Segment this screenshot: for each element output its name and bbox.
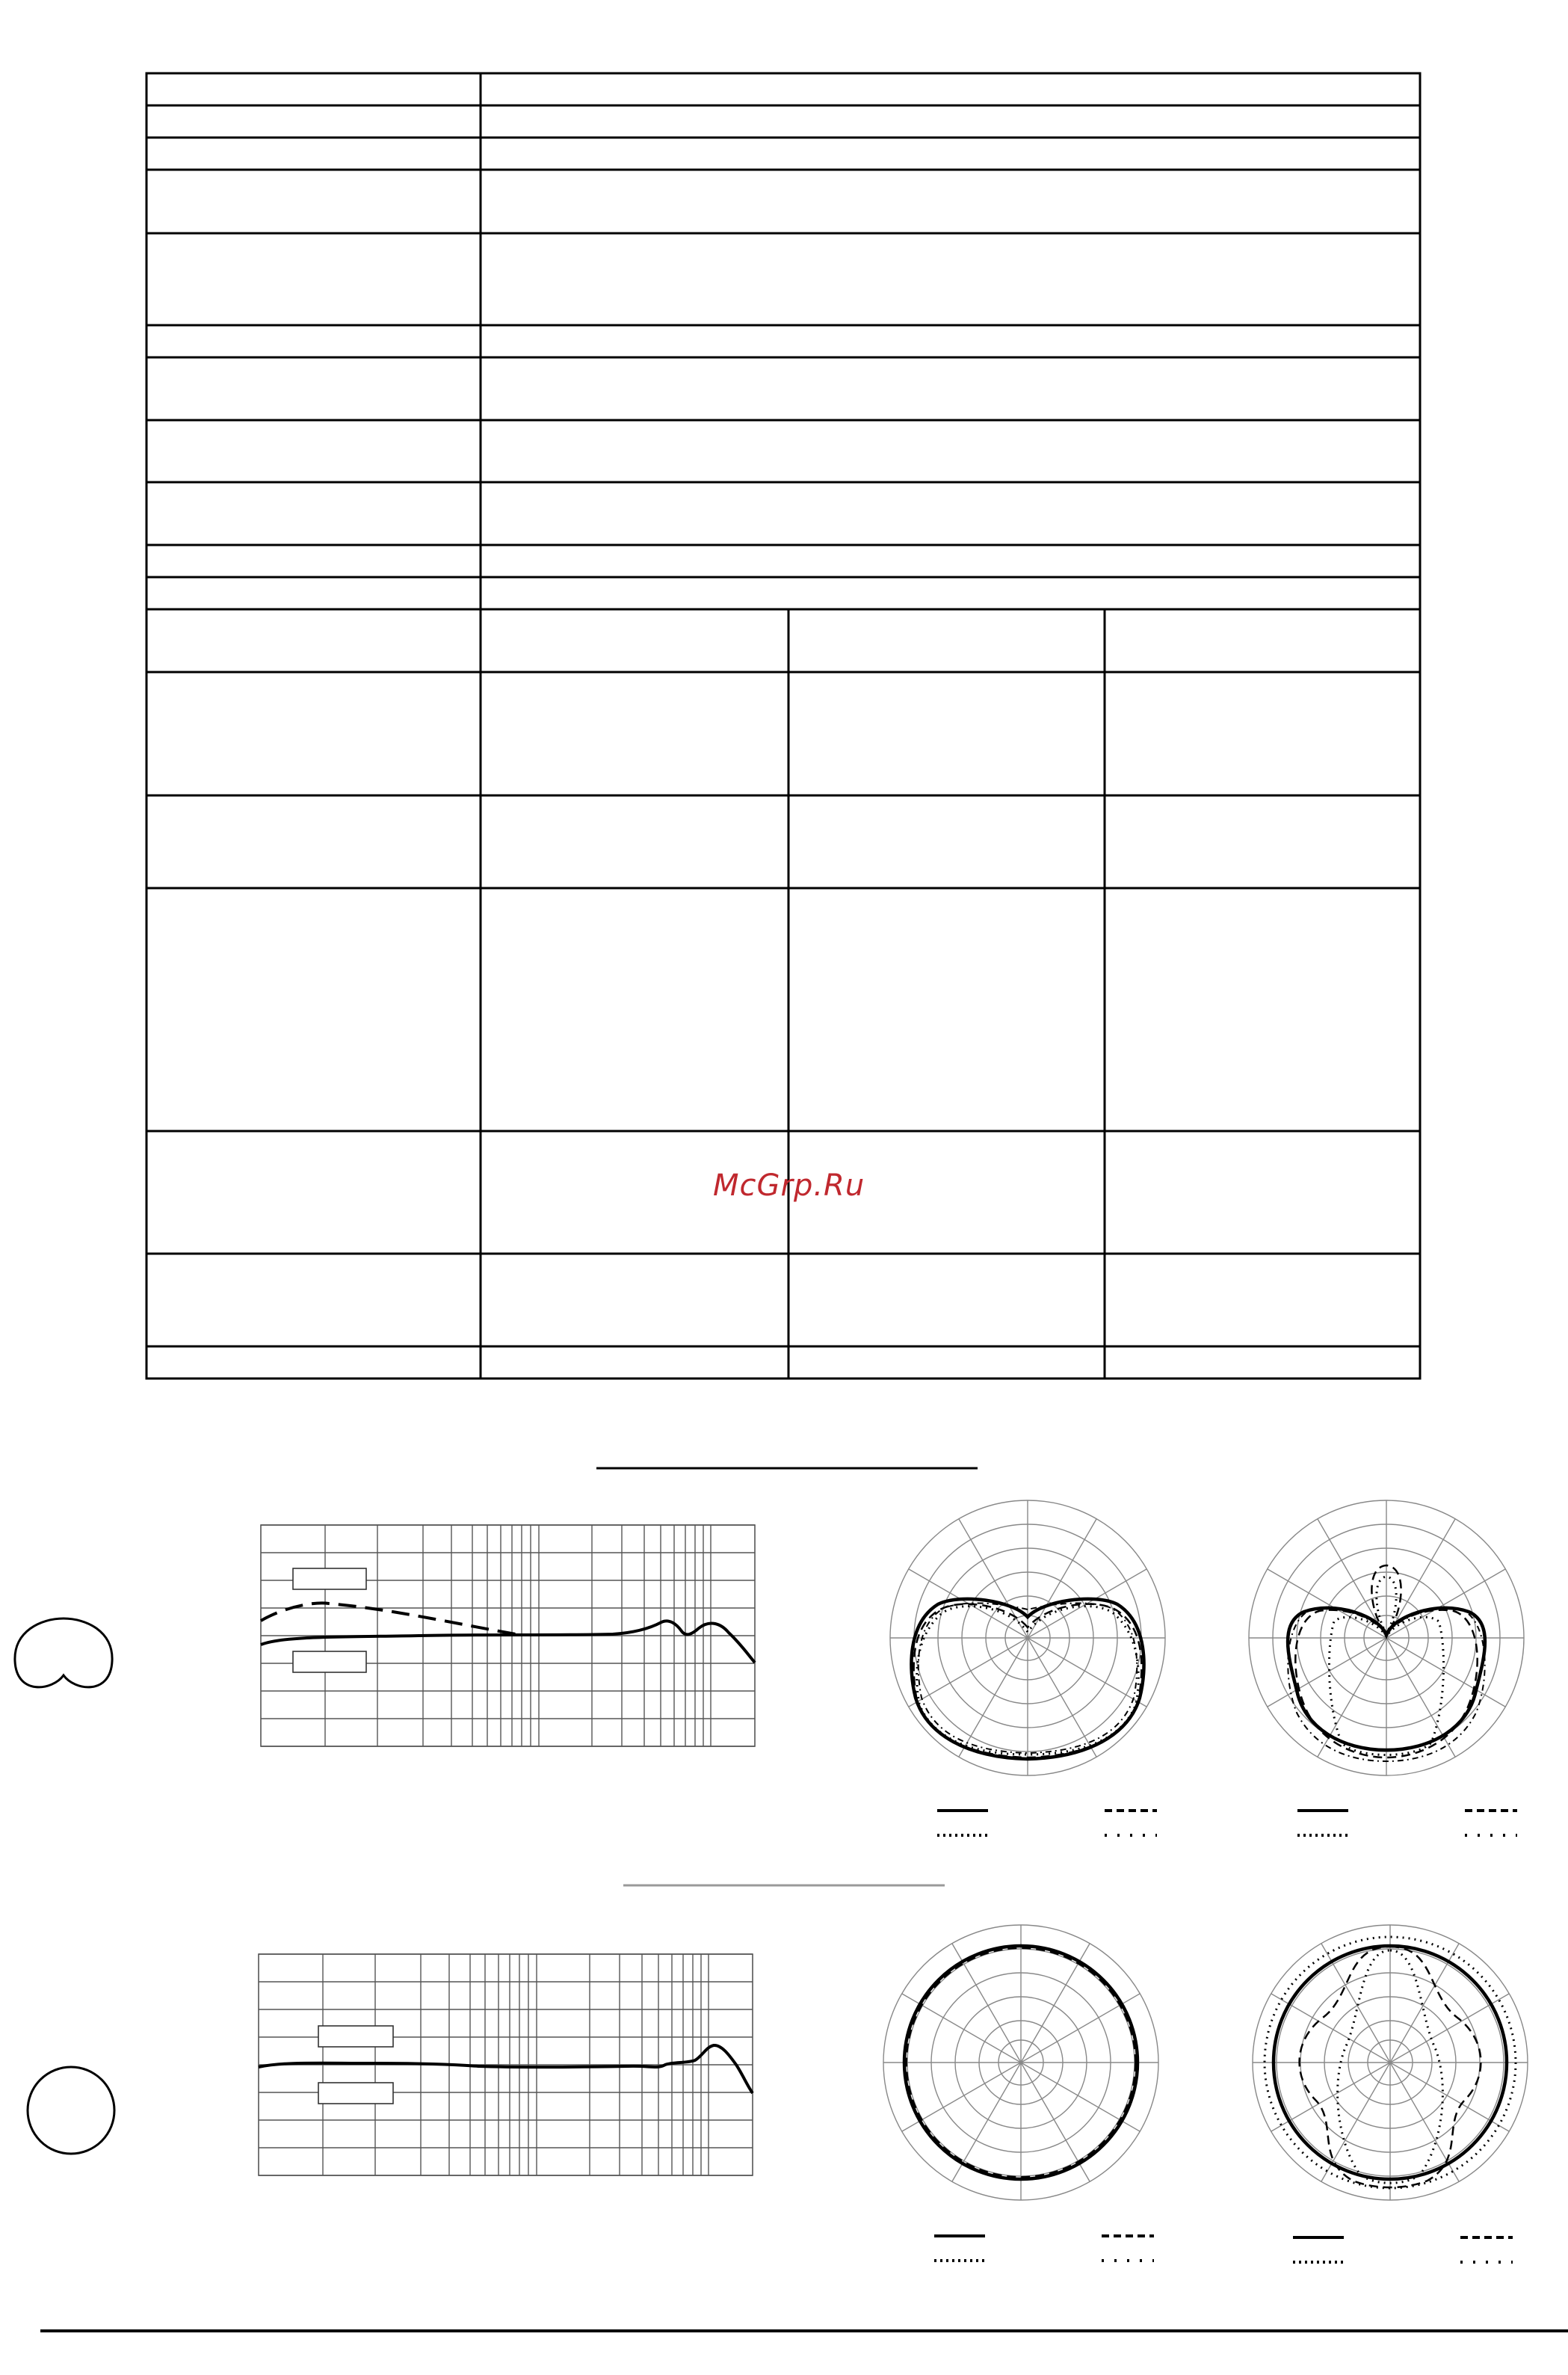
polar-plot-omnidirectional-high — [1253, 1925, 1528, 2200]
polar-plot-cardioid-high — [1249, 1500, 1524, 1775]
polar-plot-cardioid-low — [890, 1500, 1165, 1775]
polar-plot-omnidirectional-low — [883, 1925, 1158, 2200]
omnidirectional-icon — [28, 2067, 114, 2154]
frequency-response-chart-omnidirectional — [259, 1954, 753, 2175]
watermark-text: McGrp.Ru — [713, 1168, 865, 1203]
cardioid-icon — [15, 1618, 112, 1687]
frequency-response-chart-cardioid — [261, 1525, 755, 1746]
